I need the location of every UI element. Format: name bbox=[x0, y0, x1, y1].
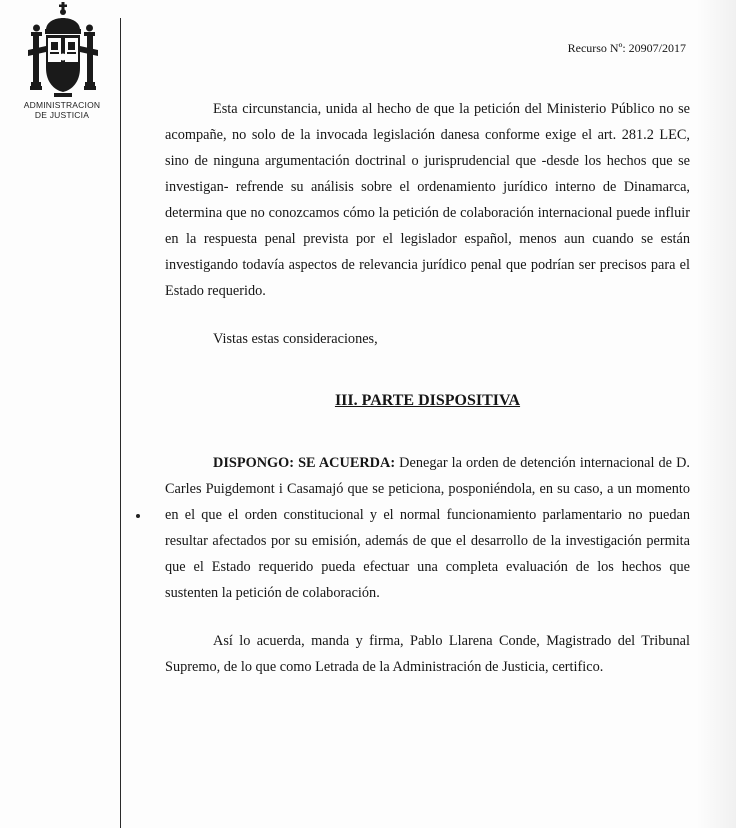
paragraph-disposition bbox=[165, 450, 690, 606]
emblem-line-2: DE JUSTICIA bbox=[34, 110, 90, 120]
paragraph-considerations bbox=[165, 326, 690, 352]
paragraph-circumstance-text: Esta circunstancia, unida al hecho de que la petición del Ministerio Público no se acompañe, no solo de la invocada legislación danesa conforme exige el art. 281.2 LEC, sino de ninguna argumentación doctrinal o jurisprudencial que -desde los hechos que se investigan- refrende su análisis sobre el ordenamiento jurídico interno de Dinamarca, determina que no conozcamos cómo la petición de colaboración internacional puede influir en la respuesta penal prevista por el legislador español, menos aun cuando se están investigando todavía aspectos de relevancia jurídico penal que podrían ser precisos para el Estado requerido. bbox=[165, 101, 690, 299]
section-heading: III. PARTE DISPOSITIVA bbox=[334, 392, 521, 409]
disposition-text: Denegar la orden de detención internacional de D. Carles Puigdemont i Casamajó que se peticiona, posponiéndola, en su caso, a un momento en el que el orden constitucional y el normal funcionamiento parlamentario no puedan resultar afectados por su emisión, además de que el desarrollo de la investigación permita que el Estado requerido pueda efectuar una completa evaluación de los hechos que sustenten la petición de colaboración. bbox=[165, 455, 690, 601]
paragraph-considerations-text: Vistas estas consideraciones, bbox=[213, 331, 378, 347]
closing-text: Así lo acuerda, manda y firma, Pablo Llarena Conde, Magistrado del Tribunal Supremo, de lo que como Letrada de la Administración de Justicia, certifico. bbox=[165, 633, 690, 675]
coat-of-arms-icon bbox=[28, 2, 98, 100]
margin-dot bbox=[136, 514, 140, 518]
page-shadow bbox=[696, 0, 736, 828]
disposition-lead: DISPONGO: SE ACUERDA: bbox=[213, 455, 396, 471]
paragraph-closing bbox=[165, 628, 690, 680]
paragraph-circumstance bbox=[165, 96, 690, 304]
emblem-line-1: ADMINISTRACION bbox=[23, 100, 101, 110]
margin-rule bbox=[120, 18, 121, 828]
case-number: Recurso Nº: 20907/2017 bbox=[567, 41, 686, 55]
